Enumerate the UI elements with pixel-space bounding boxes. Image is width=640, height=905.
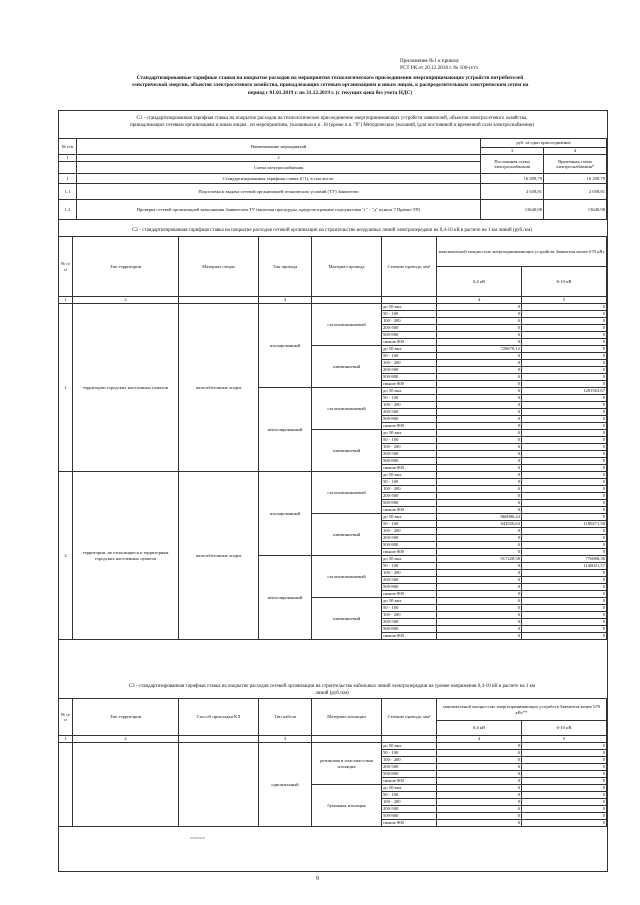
c2-value-0-4kv: 0 (437, 472, 522, 479)
c2-section: до 50 вкл. (382, 304, 437, 311)
c2-value-6-10kv: 0 (522, 451, 607, 458)
c2-value-0-4kv: 0 (437, 332, 522, 339)
c2-table (58, 236, 607, 640)
c3-note (58, 684, 606, 697)
title-line-1: Стандартизированные тарифные ставки на покрытие расходов на мероприятия технологического присоединения энергопринимающих устройств потребителей (136, 75, 524, 81)
c2-wire-type: изолированный (259, 304, 312, 388)
stamp-mark-icon: ▭▭▭▭ (190, 835, 206, 840)
c2-wire-type: неизолированный (259, 388, 312, 472)
c3-value-0-4kv: 0 (437, 820, 522, 827)
c2-section: 500-800 (382, 458, 437, 465)
c3-table (58, 698, 607, 827)
c2-conductor-material: алюминиевый (312, 514, 382, 556)
c2-section: 200-500 (382, 535, 437, 542)
c2-section: 200-500 (382, 409, 437, 416)
c1-row-temporary: 13640,98 (544, 200, 607, 220)
c2-value-0-4kv: 0 (437, 605, 522, 612)
c2-value-6-10kv: 0 (522, 577, 607, 584)
c2-value-6-10kv: 0 (522, 381, 607, 388)
c2-value-6-10kv: 0 (522, 605, 607, 612)
c2-section: 500-800 (382, 542, 437, 549)
c1-header-name: Наименование мероприятий (77, 139, 481, 155)
c2-idx-3: 3 (259, 297, 312, 304)
c2-value-6-10kv: 0 (522, 542, 607, 549)
c1-row-num: 1 (59, 174, 77, 184)
c2-value-0-4kv: 0 (437, 374, 522, 381)
c2-value-0-4kv: 0 (437, 437, 522, 444)
c2-value-6-10kv: 0 (522, 374, 607, 381)
table-row (59, 743, 607, 750)
appendix-header (400, 58, 580, 72)
c3-header-v610: 6-10 кВ (522, 721, 607, 736)
c1-row-name: Стандартизированная тарифная ставка (С1), в том числе: (77, 174, 481, 184)
c3-value-0-4kv: 0 (437, 757, 522, 764)
c3-value-0-4kv: 0 (437, 799, 522, 806)
c3-value-0-4kv: 0 (437, 813, 522, 820)
c2-value-0-4kv: 0 (437, 493, 522, 500)
c3-insulation: бумажная изоляция (312, 785, 382, 827)
c2-value-6-10kv: 0 (522, 318, 607, 325)
c2-value-0-4kv: 0 (437, 507, 522, 514)
c2-value-0-4kv: 0 (437, 451, 522, 458)
c2-value-6-10kv: 0 (522, 465, 607, 472)
table-row (59, 472, 607, 479)
c2-value-0-4kv: 0 (437, 381, 522, 388)
c3-header-territory: Тип территории (73, 699, 179, 736)
table-row (59, 174, 607, 184)
c2-value-0-4kv: 0 (437, 486, 522, 493)
c1-header-unit: руб. за одно присоединение (481, 139, 607, 148)
c2-conductor-material: алюминиевый (312, 430, 382, 472)
c2-territory: территории, не относящиеся к территориям городских населенных пунктов (73, 472, 179, 640)
c2-value-0-4kv: 917228,58 (437, 556, 522, 563)
c1-row-temporary: 2 658,81 (544, 184, 607, 200)
c2-value-0-4kv: 0 (437, 633, 522, 640)
c1-header-idx4: 4 (544, 148, 607, 155)
c2-idx-1: 1 (59, 297, 73, 304)
c2-block-num: 2 (59, 472, 73, 640)
c1-table (58, 138, 607, 220)
c2-section: 200-500 (382, 493, 437, 500)
c3-section: до 50 вкл. (382, 743, 437, 750)
c2-value-6-10kv: 0 (522, 430, 607, 437)
c1-header-idx3: 3 (481, 148, 544, 155)
c2-value-6-10kv: 0 (522, 332, 607, 339)
c2-value-0-4kv: 0 (437, 304, 522, 311)
c2-value-0-4kv: 0 (437, 325, 522, 332)
c2-section: 100 - 200 (382, 528, 437, 535)
c2-value-0-4kv: 0 (437, 626, 522, 633)
c2-value-6-10kv: 0 (522, 409, 607, 416)
c3-block-num (59, 743, 73, 827)
c3-idx-1: 1 (59, 736, 73, 743)
c1-row-permanent: 13640,98 (481, 200, 544, 220)
c3-header-num: № п/п (59, 699, 73, 736)
c2-value-6-10kv: 0 (522, 549, 607, 556)
c2-value-0-4kv: 0 (437, 339, 522, 346)
c2-value-6-10kv: 0 (522, 507, 607, 514)
c1-row-permanent: 16 299,79 (481, 174, 544, 184)
c2-section: 100 - 200 (382, 570, 437, 577)
c1-header-temporary: Временная схема электроснабжения* (544, 155, 607, 174)
c3-value-0-4kv: 0 (437, 785, 522, 792)
c3-value-6-10kv: 0 (522, 778, 607, 785)
c3-value-6-10kv: 0 (522, 771, 607, 778)
c3-value-6-10kv: 0 (522, 785, 607, 792)
c2-section: 500-800 (382, 416, 437, 423)
c2-value-0-4kv: 0 (437, 311, 522, 318)
c2-conductor-material: сталеалюминиевый (312, 472, 382, 514)
c1-row-num: 1.2 (59, 200, 77, 220)
c3-idx-5: 5 (522, 736, 607, 743)
c3-value-6-10kv: 0 (522, 750, 607, 757)
c3-header-cable: Тип кабеля (259, 699, 312, 736)
c3-rows (59, 743, 607, 827)
c3-section: 50 - 100 (382, 792, 437, 799)
c3-header-section: Сечение провода, мм² (382, 699, 437, 736)
c2-rows (59, 304, 607, 640)
c2-value-6-10kv: 776808,36 (522, 556, 607, 563)
c2-section: 500-800 (382, 374, 437, 381)
c3-header-v04: 0,4 кВ (437, 721, 522, 736)
c2-section: свыше 800 (382, 339, 437, 346)
c3-insulation: резиновая и пластмассовая изоляция (312, 743, 382, 785)
c3-header-method: Способ прокладки КЛ (179, 699, 259, 736)
c1-header-permanent: Постоянная схема электроснабжения (481, 155, 544, 174)
c2-value-6-10kv: 0 (522, 486, 607, 493)
c2-value-6-10kv: 0 (522, 584, 607, 591)
c2-value-0-4kv: 0 (437, 465, 522, 472)
c2-value-6-10kv: 0 (522, 619, 607, 626)
c2-section: свыше 800 (382, 381, 437, 388)
c3-value-0-4kv: 0 (437, 806, 522, 813)
c2-section: свыше 800 (382, 465, 437, 472)
c2-section: 200-500 (382, 451, 437, 458)
page-number: 9 (316, 876, 319, 882)
c2-value-0-4kv: 728670,12 (437, 346, 522, 353)
c1-note-line-2: принадлежащих сетевым организациям и иным лицам , по мероприятиям, указанным в п. 16 (кроме п.п. "б") Методических указаний, (для постоянной и временной схем электроснабжения) (129, 122, 535, 128)
c2-section: свыше 800 (382, 549, 437, 556)
c2-conductor-material: алюминиевый (312, 346, 382, 388)
c2-section: до 50 вкл. (382, 430, 437, 437)
c2-section: до 50 вкл. (382, 556, 437, 563)
c2-value-6-10kv: 0 (522, 570, 607, 577)
c2-idx-2: 2 (73, 297, 179, 304)
c3-section: свыше 800 (382, 820, 437, 827)
c3-section: свыше 800 (382, 778, 437, 785)
c3-value-0-4kv: 0 (437, 771, 522, 778)
c2-value-6-10kv: 0 (522, 612, 607, 619)
c2-value-0-4kv: 0 (437, 318, 522, 325)
c2-value-0-4kv: 0 (437, 577, 522, 584)
c1-rows (59, 174, 607, 220)
c2-header-wire: Тип провода (259, 237, 312, 297)
c2-section: 50 - 100 (382, 437, 437, 444)
c3-idx-2: 2 (73, 736, 179, 743)
c2-conductor-material: алюминиевый (312, 598, 382, 640)
c2-section: 100 - 200 (382, 486, 437, 493)
c2-value-0-4kv: 0 (437, 598, 522, 605)
c2-header-v04: 0,4 кВ (437, 267, 522, 297)
title-line-2: электрической энергии, объектов электросетевого хозяйства, принадлежащих сетевым организациям и иным лицам, к распределительным электрическим сетям на (131, 82, 529, 89)
table-row (59, 304, 607, 311)
c1-row-name: Проверка сетевой организацией выполнения Заявителем ТУ (включая процедуры, предусмотренные подпунктами "г" - "д" пункта 7 Правил ТП) (77, 200, 481, 220)
c2-value-0-4kv: 0 (437, 563, 522, 570)
c2-value-6-10kv: 0 (522, 353, 607, 360)
c1-header-num: № п/п (59, 139, 77, 155)
c2-value-6-10kv: 1180271,58 (522, 521, 607, 528)
c2-header-section: Сечение провода, мм² (382, 237, 437, 297)
c2-value-6-10kv: 0 (522, 325, 607, 332)
c1-row-name: Подготовка и выдача сетевой организацией технических условий (ТУ) Заявителю (77, 184, 481, 200)
table-row (59, 200, 607, 220)
c3-section: 50 - 100 (382, 750, 437, 757)
c2-value-6-10kv: 0 (522, 395, 607, 402)
appendix-line-2: РСТ РК от 20.12.2018 г. № 100-п/тэ (400, 65, 478, 71)
c2-value-0-4kv: 0 (437, 479, 522, 486)
c2-value-0-4kv: 0 (437, 430, 522, 437)
c2-value-0-4kv: 0 (437, 570, 522, 577)
c2-support-material: железобетонные опоры (179, 304, 259, 472)
c3-header-insulation: Материал изоляции (312, 699, 382, 736)
c2-value-6-10kv: 0 (522, 472, 607, 479)
c3-section: 100 - 200 (382, 799, 437, 806)
c3-section: 500-800 (382, 771, 437, 778)
c2-section: 100 - 200 (382, 612, 437, 619)
c3-value-6-10kv: 0 (522, 743, 607, 750)
c2-section: 500-800 (382, 500, 437, 507)
c2-section: свыше 800 (382, 633, 437, 640)
appendix-line-1: Приложение №1 к приказу (400, 58, 460, 64)
c2-value-6-10kv: 0 (522, 633, 607, 640)
c2-block-num: 1 (59, 304, 73, 472)
c2-value-6-10kv: 0 (522, 528, 607, 535)
c2-section: 50 - 100 (382, 395, 437, 402)
c2-header-conductor: Материал провода (312, 237, 382, 297)
c3-idx-4: 4 (437, 736, 522, 743)
c2-value-0-4kv: 0 (437, 500, 522, 507)
c1-row-permanent: 2 658,81 (481, 184, 544, 200)
c2-value-0-4kv: 843526,63 (437, 521, 522, 528)
c2-value-6-10kv: 0 (522, 514, 607, 521)
c2-value-0-4kv: 0 (437, 360, 522, 367)
c2-section: 500-800 (382, 584, 437, 591)
c2-value-6-10kv: 0 (522, 437, 607, 444)
c2-section: 50 - 100 (382, 605, 437, 612)
c2-section: до 50 вкл. (382, 514, 437, 521)
c2-value-6-10kv: 0 (522, 444, 607, 451)
c3-header-power: максимальной мощностью энергопринимающих устройств Заявителя менее 670 кВт** (437, 699, 607, 721)
c2-value-0-4kv: 0 (437, 409, 522, 416)
c2-section: 50 - 100 (382, 311, 437, 318)
c2-section: 100 - 200 (382, 318, 437, 325)
c2-value-6-10kv: 0 (522, 626, 607, 633)
c3-territory (73, 743, 179, 827)
c3-section: 200-500 (382, 764, 437, 771)
c2-section: до 50 вкл. (382, 346, 437, 353)
c2-value-0-4kv: 860086,22 (437, 514, 522, 521)
c2-section: до 50 вкл. (382, 598, 437, 605)
c2-section: 200-500 (382, 325, 437, 332)
c2-value-0-4kv: 0 (437, 535, 522, 542)
c2-value-6-10kv: 0 (522, 423, 607, 430)
c2-idx-5: 5 (522, 297, 607, 304)
c2-territory: территории городских населенных пунктов (73, 304, 179, 472)
c2-conductor-material: сталеалюминиевый (312, 304, 382, 346)
c2-section: 100 - 200 (382, 444, 437, 451)
c2-value-0-4kv: 0 (437, 423, 522, 430)
c2-value-6-10kv: 0 (522, 416, 607, 423)
c2-wire-type: неизолированный (259, 556, 312, 640)
c2-value-0-4kv: 0 (437, 444, 522, 451)
title-line-3: период с 01.01.2019 г. по 31.12.2019 г. (с текущих цена без учета НДС) (247, 89, 413, 96)
c1-note (58, 116, 606, 129)
c3-value-6-10kv: 0 (522, 764, 607, 771)
c2-header-v610: 6-10 кВ (522, 267, 607, 297)
c2-value-6-10kv: 0 (522, 402, 607, 409)
c2-idx-4: 4 (437, 297, 522, 304)
c2-section: 200-500 (382, 577, 437, 584)
c2-value-6-10kv: 0 (522, 500, 607, 507)
c2-section: 200-500 (382, 619, 437, 626)
c2-value-0-4kv: 0 (437, 542, 522, 549)
c3-note-line-1: С3 - стандартизированная тарифная ставка на покрытие расходов сетевой организации на строительство кабельных линий электропередачи на уровне напряжения 0,4-10 кВ в расчете на 1 км (128, 684, 536, 689)
c2-section: 100 - 200 (382, 360, 437, 367)
c1-row-temporary: 16 299,79 (544, 174, 607, 184)
c2-value-0-4kv: 0 (437, 584, 522, 591)
c2-value-0-4kv: 0 (437, 549, 522, 556)
c3-section: 100 - 200 (382, 757, 437, 764)
c2-value-6-10kv: 1140021,57 (522, 563, 607, 570)
c3-value-0-4kv: 0 (437, 750, 522, 757)
c3-cable-type: одножильный (259, 743, 312, 827)
c2-value-0-4kv: 0 (437, 388, 522, 395)
c2-section: 500-800 (382, 626, 437, 633)
c1-header-idx1: 1 (59, 155, 77, 162)
c2-header-territory: Тип территории (73, 237, 179, 297)
c2-value-6-10kv: 0 (522, 311, 607, 318)
c1-header-scheme: Схема электроснабжения (77, 162, 481, 174)
c2-value-6-10kv: 0 (522, 367, 607, 374)
c2-section: до 50 вкл. (382, 388, 437, 395)
document-title (60, 75, 600, 97)
c3-section: до 50 вкл. (382, 785, 437, 792)
c2-section: 50 - 100 (382, 521, 437, 528)
c3-value-6-10kv: 0 (522, 813, 607, 820)
c1-note-line-1: С1 - стандартизированная тарифная ставка на покрытие расходов на технологическое присоединение энергопринимающих устройств заявителей, объектов электросетевого хозяйства, (136, 116, 528, 121)
c2-section: 50 - 100 (382, 353, 437, 360)
c2-value-6-10kv: 0 (522, 535, 607, 542)
c3-value-6-10kv: 0 (522, 806, 607, 813)
c2-header-num: № п/п (59, 237, 73, 297)
c2-value-6-10kv: 0 (522, 304, 607, 311)
c2-section: свыше 800 (382, 507, 437, 514)
c3-idx-3: 3 (259, 736, 312, 743)
c2-value-0-4kv: 0 (437, 402, 522, 409)
c3-value-6-10kv: 0 (522, 792, 607, 799)
c2-value-6-10kv: 0 (522, 360, 607, 367)
c2-value-0-4kv: 0 (437, 612, 522, 619)
c3-value-6-10kv: 0 (522, 820, 607, 827)
c2-value-6-10kv: 0 (522, 479, 607, 486)
c2-support-material: железобетонные опоры (179, 472, 259, 640)
c3-value-6-10kv: 0 (522, 757, 607, 764)
c3-value-0-4kv: 0 (437, 792, 522, 799)
table-row (59, 184, 607, 200)
c2-section: 50 - 100 (382, 563, 437, 570)
c3-value-0-4kv: 0 (437, 743, 522, 750)
c2-section: до 50 вкл. (382, 472, 437, 479)
c2-value-6-10kv: 0 (522, 458, 607, 465)
c2-wire-type: изолированный (259, 472, 312, 556)
c1-row-num: 1.1 (59, 184, 77, 200)
c2-section: 100 - 200 (382, 402, 437, 409)
c3-value-6-10kv: 0 (522, 799, 607, 806)
c2-value-6-10kv: 0 (522, 598, 607, 605)
c2-value-0-4kv: 0 (437, 416, 522, 423)
c2-value-6-10kv: 0 (522, 346, 607, 353)
c3-laying-method (179, 743, 259, 827)
c2-value-0-4kv: 0 (437, 458, 522, 465)
c3-note-line-2: линий (руб./км) (315, 690, 349, 696)
c2-section: свыше 800 (382, 591, 437, 598)
c3-value-0-4kv: 0 (437, 778, 522, 785)
c2-section: 200-500 (382, 367, 437, 374)
c2-section: 50 - 100 (382, 479, 437, 486)
c2-value-0-4kv: 0 (437, 528, 522, 535)
c3-section: 200-500 (382, 806, 437, 813)
c2-header-power: максимальной мощностью энергопринимающих устройств Заявителя менее 670 кВт (437, 237, 607, 267)
c2-value-6-10kv: 0 (522, 591, 607, 598)
c2-value-0-4kv: 0 (437, 395, 522, 402)
c2-value-0-4kv: 0 (437, 367, 522, 374)
c2-value-6-10kv: 0 (522, 493, 607, 500)
c2-section: 500-800 (382, 332, 437, 339)
c2-value-0-4kv: 0 (437, 591, 522, 598)
c2-header-material: Материал опоры (179, 237, 259, 297)
c3-value-0-4kv: 0 (437, 764, 522, 771)
c2-note: С2 - стандартизированная тарифная ставка на покрытие расходов сетевой организации на строительство воздушных линий электропередачи на 0,4-10 кВ в расчете на 1 км линий (руб./км) (132, 228, 532, 233)
c1-header-idx2: 2 (77, 155, 481, 162)
c2-section: свыше 800 (382, 423, 437, 430)
c2-value-0-4kv: 0 (437, 619, 522, 626)
c2-value-6-10kv: 1281563,67 (522, 388, 607, 395)
c2-conductor-material: сталеалюминиевый (312, 388, 382, 430)
c2-conductor-material: сталеалюминиевый (312, 556, 382, 598)
c2-value-6-10kv: 0 (522, 339, 607, 346)
c3-section: 500-800 (382, 813, 437, 820)
c2-value-0-4kv: 0 (437, 353, 522, 360)
